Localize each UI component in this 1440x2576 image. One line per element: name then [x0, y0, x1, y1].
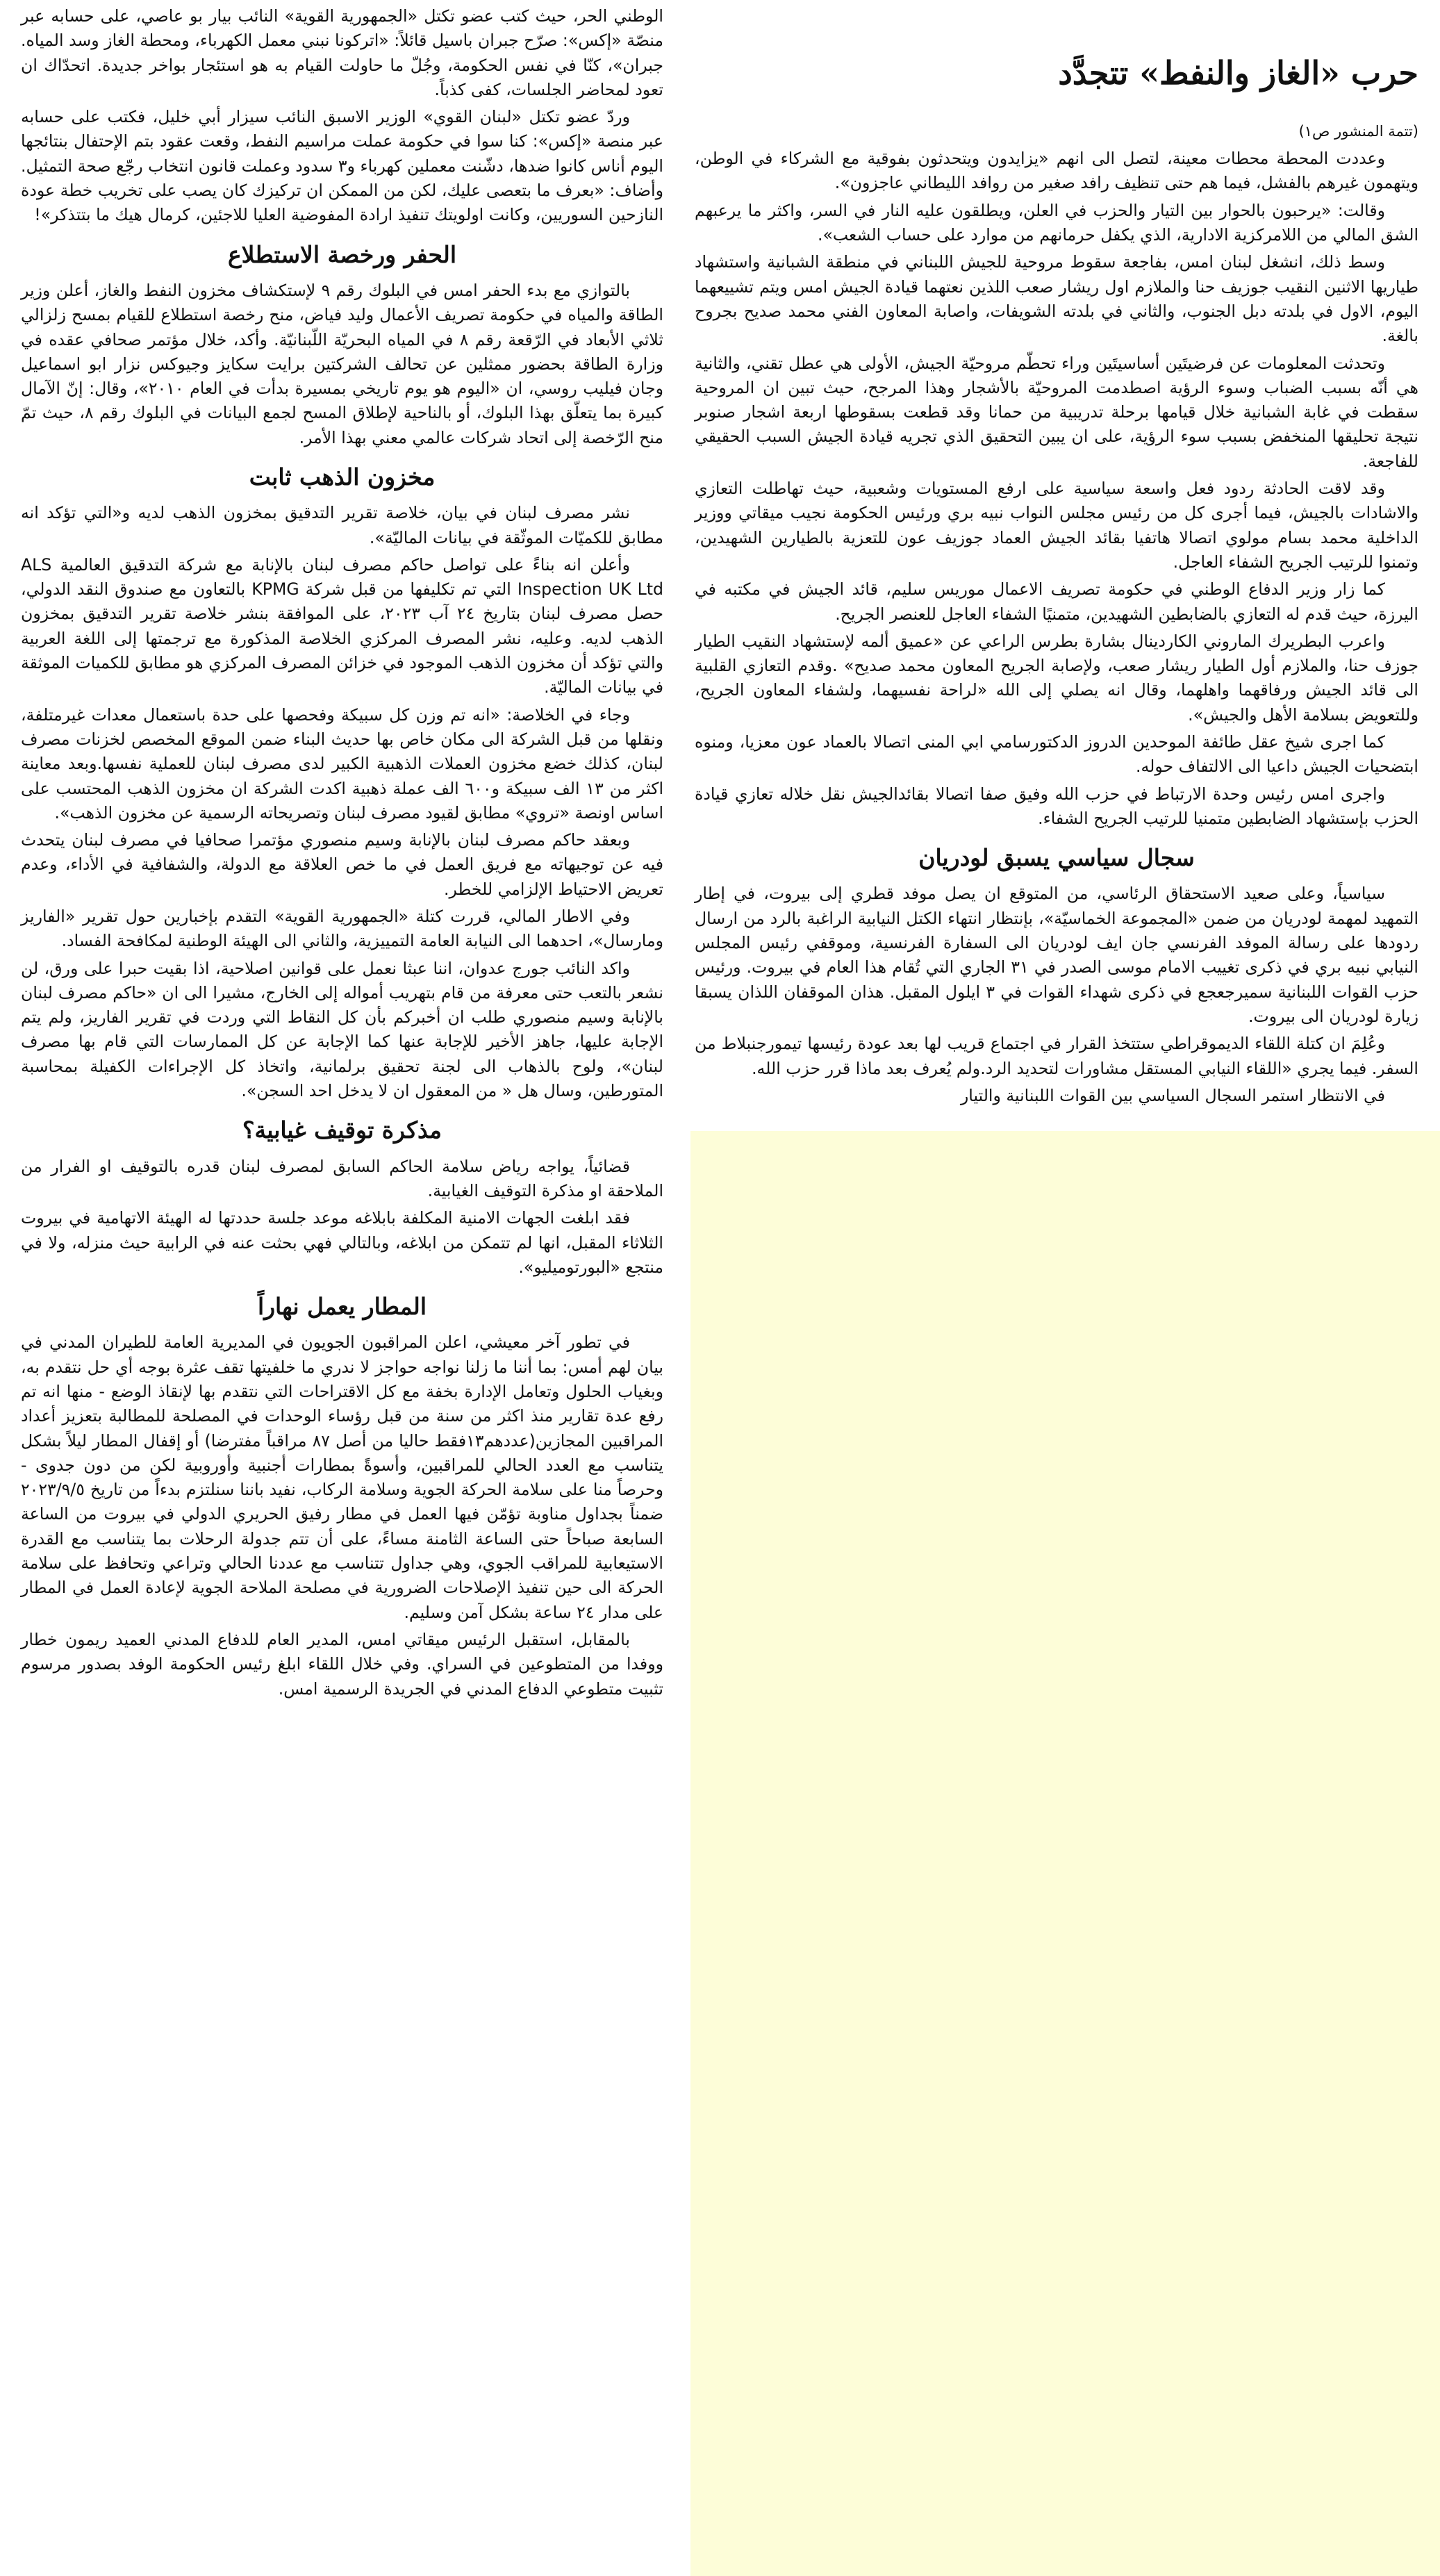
paragraph: وأعلن انه بناءً على تواصل حاكم مصرف لبنان بالإنابة مع شركة التدقيق العالمية ALS Inspection UK Ltd التي تم تكليفها من قبل شركة KPMG بالتعاون مع صندوق النقد الدولي، حصل مصرف لبنان بتاريخ ٢٤ آب ٢٠٢٣، على الموافقة بنشر خلاصة تقرير التدقيق بمخزون الذهب لديه. وعليه، نشر المصرف المركزي الخلاصة المذكورة مع ترجمتها إلى اللغة العربية والتي تؤكد أن مخزون الذهب الموجود في خزائن المصرف المركزي هو مطابق للكميات الموثقة في بيانات الماليّة.: [21, 554, 663, 697]
paragraph: الوطني الحر، حيث كتب عضو تكتل «الجمهورية القوية» النائب بيار بو عاصي، على حسابه عبر منصّة «إكس»: صرّح جبران باسيل قائلاً: «اتركونا نبني معمل الكهرباء، ومحطة الغاز وسد المياه. جبران»، كنّا في نفس الحكومة، وجُلّ ما حاولت القيام به هو استئجار بواخر جديدة. اتحدّاك ان تعود لمحاضر الجلسات، كفى كذباً.: [21, 6, 663, 99]
paragraph: في تطور آخر معيشي، اعلن المراقبون الجويون في المديرية العامة للطيران المدني في بيان لهم أمس: بما أننا ما زلنا نواجه حواجز لا ندري ما خلفيتها تقف عثرة بوجه أي حل نتقدم به، وبغياب الحلول وتعامل الإدارة بخفة مع كل الاقتراحات التي نتقدم بها لإنقاذ الوضع - منها انه تم رفع عدة تقارير منذ اكثر من سنة من قبل رؤساء الوحدات في المصلحة للمطالبة بتعزيز أعداد المراقبين المجازين(عددهم١٣فقط حاليا من أصل ٨٧ مراقباً مفترضا) أو إقفال المطار ليلاً بشكل يتناسب مع العدد الحالي للمراقبين، وأسوةً بمطارات أجنبية وأوروبية لكن من دون جدوى - وحرصاً منا على سلامة الحركة الجوية وسلامة الركاب، نفيد باننا سنلتزم بدءاً من تاريخ ٢٠٢٣/٩/٥ ضمناً بجداول مناوبة تؤمّن فيها العمل في مطار رفيق الحريري الدولي في بيروت من الساعة السابعة صباحاً حتى الساعة الثامنة مساءً، على أن تتم جدولة الرحلات بما يتناسب مع القدرة الاستيعابية للمراقب الجوي، وهي جداول تتناسب مع عددنا الحالي وتراعي وتحافظ على سلامة الحركة الى حين تنفيذ الإصلاحات الضرورية في مصلحة الملاحة الجوية لإعادة العمل في المطار على مدار ٢٤ ساعة بشكل آمن وسليم.: [21, 1332, 663, 1622]
section-heading-drilling: الحفر ورخصة الاستطلاع: [227, 240, 457, 268]
paragraph: واجرى امس رئيس وحدة الارتباط في حزب الله وفيق صفا اتصالا بقائدالجيش نقل خلاله تعازي قيادة الحزب بإستشهاد الضابطين متمنيا للرتيب الجريح الشفاء.: [695, 784, 1418, 828]
paragraph: وجاء في الخلاصة: «انه تم وزن كل سبيكة وفحصها على حدة باستعمال معدات غيرمتلفة، ونقلها من قبل الشركة الى مكان خاص بها حديث البناء ضمن الموقع المخصص لخزنات مصرف لبنان، كذلك خضع مخزون العملات الذهبية الكبير لدى مصرف لبنان للعملية نفسها.وبعد معاينة اكثر من ١٣ الف سبيكة و٦٠٠ الف عملة ذهبية اكدت الشركة ان مخزون الذهب المحتسب على اساس اونصة «تروي» مطابق لقيود مصرف لبنان وتصريحاته الرسمية عن مخزون الذهب».: [21, 704, 664, 823]
paragraph: وبعقد حاكم مصرف لبنان بالإنابة وسيم منصوري مؤتمرا صحافيا في مصرف لبنان يتحدث فيه عن توجيهاته مع فريق العمل في ما خص العلاقة مع الدولة، والشفافية في الأداء، وعدم تعريض الاحتياط الإلزامي للخطر.: [21, 830, 663, 899]
paragraph: واكد النائب جورج عدوان، اننا عبثا نعمل على قوانين اصلاحية، اذا بقيت حبرا على ورق، لن نشعر بالتعب حتى معرفة من قام بتهريب أمواله إلى الخارج، مشيرا الى ان «حاكم مصرف لبنان بالإنابة وسيم منصوري طلب ان أخبركم بأن كل النقاط التي وردت في تقرير الفاريز، ولم يتم الإجابة عليها، جاهز الأخير للإجابة عنها كما الإجابة عن كل الممارسات التي قام بها مصرف لبنان»، ولوح بالذهاب الى لجنة تحقيق برلمانية، واتخاذ كل الإجراءات الكفيلة بمحاسبة المتورطين، وسال هل « من المعقول ان لا يدخل احد السجن».: [21, 958, 663, 1101]
paragraph: وعددت المحطة محطات معينة، لتصل الى انهم «يزايدون ويتحدثون بفوقية مع الشركاء في الوطن، ويتهمون غيرهم بالفشل، فيما هم حتى تنظيف رافد صغير من روافد الليطاني عاجزون».: [695, 149, 1418, 193]
paragraph: كما اجرى شيخ عقل طائفة الموحدين الدروز الدكتورسامي ابي المنى اتصالا بالعماد عون معزيا، ومنوه ابتضحيات الجيش داعيا الى الالتفاف حوله.: [695, 732, 1418, 777]
paragraph: وتحدثت المعلومات عن فرضيتَين أساسيتَين وراء تحطّم مروحيّة الجيش، الأولى هي عطل تقني، والثانية هي أنّه بسبب الضباب وسوء الرؤية اصطدمت المروحيّة بالأشجار وهذا المرجح، حيث تبين ان المروحية سقطت في غابة الشبانية خلال قيامها برحلة تدريبية من حمانا وقد قطعت بسقوطها اربعة اشجار صنوبر نتيجة تحليقها المنخفض بسبب سوء الرؤية، على ان يبين التحقيق الذي تجريه قيادة الجيش السبب الحقيقي للفاجعة.: [695, 353, 1418, 471]
paragraph: في الانتظار استمر السجال السياسي بين القوات اللبنانية والتيار: [960, 1085, 1385, 1105]
paragraph: وقالت: «يرحبون بالحوار بين التيار والحزب في العلن، ويطلقون عليه النار في السر، واكثر ما يرعبهم الشق المالي من اللامركزية الادارية، الذي يكفل حرمانهم من موارد على حساب الشعب».: [695, 200, 1418, 245]
paragraph: كما زار وزير الدفاع الوطني في حكومة تصريف الاعمال موريس سليم، قائد الجيش في مكتبه في اليرزة، حيث قدم له التعازي بالضابطين الشهيدين، متمنيًا الشفاء العاجل للعنصر الجريح.: [695, 579, 1418, 624]
paragraph: فقد ابلغت الجهات الامنية المكلفة بابلاغه موعد جلسة حددتها له الهيئة الاتهامية في بيروت الثلاثاء المقبل، انها لم تتمكن من ابلاغه، وبالتالي فهي بحثت عنه في الرابية حيث منزله، ولا في منتجع «البورتوميليو».: [21, 1208, 663, 1277]
paragraph: وردّ عضو تكتل «لبنان القوي» الوزير الاسبق النائب سيزار أبي خليل، فكتب على حسابه عبر منصة «إكس»: كنا سوا في حكومة عملت مراسيم النفط، وقعت عقود بتم الإحتفال بنتائجها اليوم أناس كانوا ضدها، دشّنت معملين كهرباء و٣ سدود وعملت قانون انتخاب رجّع صحة التمثيل. وأضاف: «بعرف ما بتعصى عليك، لكن من الممكن ان تركيزك كان يصب على تخريب خطة عودة النازحين السوريين، وكانت اولويتك تنفيذ ارادة المفوضية العليا للاجئين، كرمال هيك ما بتتذكر»!: [21, 107, 663, 225]
paragraph: بالمقابل، استقبل الرئيس ميقاتي امس، المدير العام للدفاع المدني العميد ريمون خطار ووفدا من المتطوعين في السراي. وفي خلال اللقاء ابلغ رئيس الحكومة الوفد بصدور مرسوم تثبيت متطوعي الدفاع المدني في الجريدة الرسمية امس.: [21, 1629, 663, 1699]
paragraph: وقد لاقت الحادثة ردود فعل واسعة سياسية على ارفع المستويات وشعبية، حيث تهاطلت التعازي والاشادات بالجيش، فيما أجرى كل من رئيس مجلس النواب نبيه بري ورئيس الحكومة نجيب ميقاتي ووزير الداخلية محمد بسام مولوي اتصالا هاتفيا بقائد الجيش العماد جوزيف عون للتعزية بالطيارين الشهيدين، وتمنوا للرتيب الجريح الشفاء العاجل.: [695, 479, 1418, 572]
paragraph: قضائياً، يواجه رياض سلامة الحاكم السابق لمصرف لبنان قدره بالتوقيف او الفرار من الملاحقة او مذكرة التوقيف الغيابية.: [21, 1156, 663, 1200]
section-heading-gold: مخزون الذهب ثابت: [249, 463, 436, 490]
right-column: [695, 0, 1418, 1111]
paragraph: وسط ذلك، انشغل لبنان امس، بفاجعة سقوط مروحية للجيش اللبناني في منطقة الشبانية واستشهاد طياريها الاثنين النقيب جوزيف حنا والملازم اول ريشار صعب اللذين نعتهما قيادة الجيش امس ويتم تشييعهما اليوم، الاول في بلدته دبل الجنوب، والثاني في بلدته الشويفات، واصابة المعاون الفني محمد صديح بجروح بالغة.: [695, 252, 1418, 346]
highlight-box: [690, 1131, 1440, 2576]
section-heading-warrant: مذكرة توقيف غيابية؟: [242, 1116, 442, 1144]
article-title: حرب «الغاز والنفط» تتجدَّد: [1058, 54, 1418, 92]
paragraph: وفي الاطار المالي، قررت كتلة «الجمهورية القوية» التقدم بإخبارين حول تقرير «الفاريز ومارسال»، احدهما الى النيابة العامة التمييزية، والثاني الى الهيئة الوطنية لمكافحة الفساد.: [21, 907, 663, 951]
paragraph: نشر مصرف لبنان في بيان، خلاصة تقرير التدقيق بمخزون الذهب لديه و«التي تؤكد انه مطابق للكميّات الموثّقة في بيانات الماليّة».: [21, 503, 663, 547]
paragraph: واعرب البطريرك الماروني الكاردينال بشارة بطرس الراعي عن «عميق ألمه لإستشهاد النقيب الطيار جوزف حنا، والملازم أول الطيار ريشار صعب، ولإصابة الجريح المعاون محمد صديح» .وقدم التعازي القلبية الى قائد الجيش ورفاقهما واهلهما، وقال انه يصلي إلى الله «لراحة نفسيهما، ولشفاء المعاون الجريح، وللتعويض بسلامة الأهل والجيش».: [695, 631, 1418, 725]
paragraph: بالتوازي مع بدء الحفر امس في البلوك رقم ٩ لإستكشاف مخزون النفط والغاز، أعلن وزير الطاقة والمياه في حكومة تصريف الأعمال وليد فياض، منح رخصة استطلاع للقيام بمسح زلزالي ثلاثي الأبعاد في الرّقعة رقم ٨ في المياه البحريّة اللّبنانيّة. وأكد، خلال مؤتمر صحافي عقده في وزارة الطاقة بحضور ممثلين عن تحالف الشركتين برايت سكايز وجيوكس نزار ابو اسماعيل وجان فيليب روسي، ان «اليوم هو يوم تاريخي بمسيرة بدأت في العام ٢٠١٠»، وقال: إنّ الآمال كبيرة بما يتعلّق بهذا البلوك، أو بالناحية لإطلاق المسح لجمع البيانات في البلوك رقم ٨، حيث تمّ منح الرّخصة إلى اتحاد شركات عالمي معني بهذا الأمر.: [21, 280, 663, 447]
paragraph: سياسياً، وعلى صعيد الاستحقاق الرئاسي، من المتوقع ان يصل موفد قطري إلى بيروت، في إطار التمهيد لمهمة لودريان من ضمن «المجموعة الخماسيّة»، بإنتظار انتهاء الكتل النيابية الراغبة بالرد من ارسال ردودها على رسالة الموفد الفرنسي جان ايف لودريان الى السفارة الفرنسية، وموقفي رئيس المجلس النيابي نبيه بري في ذكرى تغييب الامام موسى الصدر في ٣١ الجاري التي تُقام هذا العام في بيروت. ورئيس حزب القوات اللبنانية سميرجعجع في ذكرى شهداء القوات في ٣ ايلول المقبل. هذان الموقفان اللذان يسبقا زيارة لودريان الى بيروت.: [695, 884, 1418, 1026]
section-heading-political: سجال سياسي يسبق لودريان: [918, 844, 1195, 872]
left-column: [21, 0, 663, 1704]
continued-note: (تتمة المنشور ص١): [1298, 123, 1418, 140]
section-heading-airport: المطار يعمل نهاراً: [257, 1293, 427, 1321]
paragraph: وعُلِمَ ان كتلة اللقاء الديموقراطي ستتخذ القرار في اجتماع قريب لها بعد عودة رئيسها تيمورجنبلاط من السفر. فيما يجري «اللقاء النيابي المستقل مشاورات لتحديد الرد.ولم يُعرف بعد ماذا قرر حزب الله.: [695, 1034, 1418, 1078]
